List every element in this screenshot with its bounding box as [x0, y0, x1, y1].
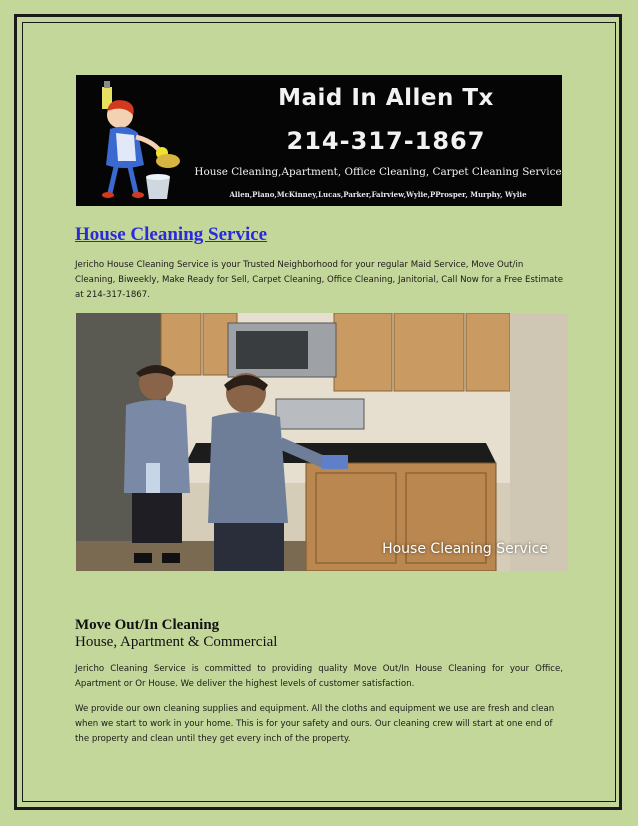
intro-paragraph: Jericho House Cleaning Service is your Trusted Neighborhood for your regular Maid Service, Move Out/in Cleaning, Biweekly, Make Ready for Sell, Carpet Cleaning, Office Cleaning, Janitorial, Call Now for a Free Estimate at 214-317-1867.	[75, 260, 563, 300]
move-out-heading: Move Out/In Cleaning	[75, 617, 220, 633]
banner-phone: 214-317-1867	[286, 127, 486, 155]
banner-services: House Cleaning,Apartment, Office Cleaning, Carpet Cleaning Service	[194, 166, 562, 178]
photo-caption: House Cleaning Service	[382, 541, 548, 557]
move-out-paragraph-1: Jericho Cleaning Service is committed to providing quality Move Out/In House Cleaning for your Office, Apartment or Or House. We deliver the highest levels of customer satisfaction.	[75, 664, 563, 689]
kitchen-photo-illustration	[76, 313, 568, 571]
move-out-subtitle: House, Apartment & Commercial	[75, 634, 278, 650]
banner-cities: Allen,Plano,McKinney,Lucas,Parker,Fairview,Wylie,PProsper, Murphy, Wylie	[229, 190, 527, 199]
move-out-paragraph-2: We provide our own cleaning supplies and equipment. All the cloths and equipment we use are fresh and clean when we start to work in your home. This is for your safety and ours. Our cleaning crew will start at one end of the property and clean until they get every inch of the property.	[75, 704, 555, 744]
maid-mascot-illustration	[80, 79, 192, 202]
header-banner	[76, 75, 562, 206]
banner-title: Maid In Allen Tx	[278, 85, 494, 111]
cleaning-crew-photo	[76, 313, 568, 571]
house-cleaning-heading-link[interactable]: House Cleaning Service	[75, 224, 268, 245]
